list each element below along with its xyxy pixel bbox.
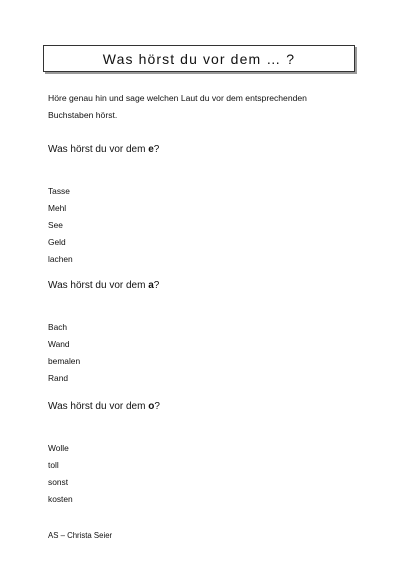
word-item: See xyxy=(48,220,63,230)
section-a xyxy=(48,279,368,387)
section-o-word-list xyxy=(48,440,368,508)
section-e-heading-text: Was hörst du vor dem xyxy=(48,144,149,155)
word-item: Wand xyxy=(48,339,70,349)
instructions-line-2: Buchstaben hörst. xyxy=(48,110,118,120)
word-item: kosten xyxy=(48,494,73,504)
section-a-heading xyxy=(48,279,368,293)
section-e-word-list xyxy=(48,183,368,268)
section-o-heading xyxy=(48,400,368,414)
word-item: Mehl xyxy=(48,203,67,213)
section-e-question-mark: ? xyxy=(153,144,160,155)
section-o-heading-text: Was hörst du vor dem xyxy=(48,401,149,412)
section-o-question-mark: ? xyxy=(154,401,160,412)
section-a-word-list xyxy=(48,319,368,387)
footer-author: AS – Christa Seier xyxy=(48,531,113,540)
section-a-letter: a xyxy=(148,280,154,291)
section-e-letter: e xyxy=(148,144,154,155)
section-e xyxy=(48,143,368,268)
section-a-heading-text: Was hörst du vor dem xyxy=(48,280,149,291)
word-item: Bach xyxy=(48,322,68,332)
section-e-heading xyxy=(48,143,368,157)
word-item: sonst xyxy=(48,477,69,487)
word-item: Wolle xyxy=(48,443,69,453)
word-item: toll xyxy=(48,460,59,470)
word-item: Rand xyxy=(48,373,69,383)
word-item: Tasse xyxy=(48,186,70,196)
section-o-letter: o xyxy=(148,401,155,412)
section-o xyxy=(48,400,368,508)
worksheet-title: Was hörst du vor dem … ? xyxy=(102,50,296,67)
instructions xyxy=(48,90,378,124)
worksheet-title-box xyxy=(43,45,355,72)
instructions-line-1: Höre genau hin und sage welchen Laut du vor dem entsprechenden xyxy=(48,93,307,103)
word-item: bemalen xyxy=(48,356,81,366)
section-a-question-mark: ? xyxy=(153,280,160,291)
word-item: Geld xyxy=(48,237,66,247)
word-item: lachen xyxy=(48,254,73,264)
